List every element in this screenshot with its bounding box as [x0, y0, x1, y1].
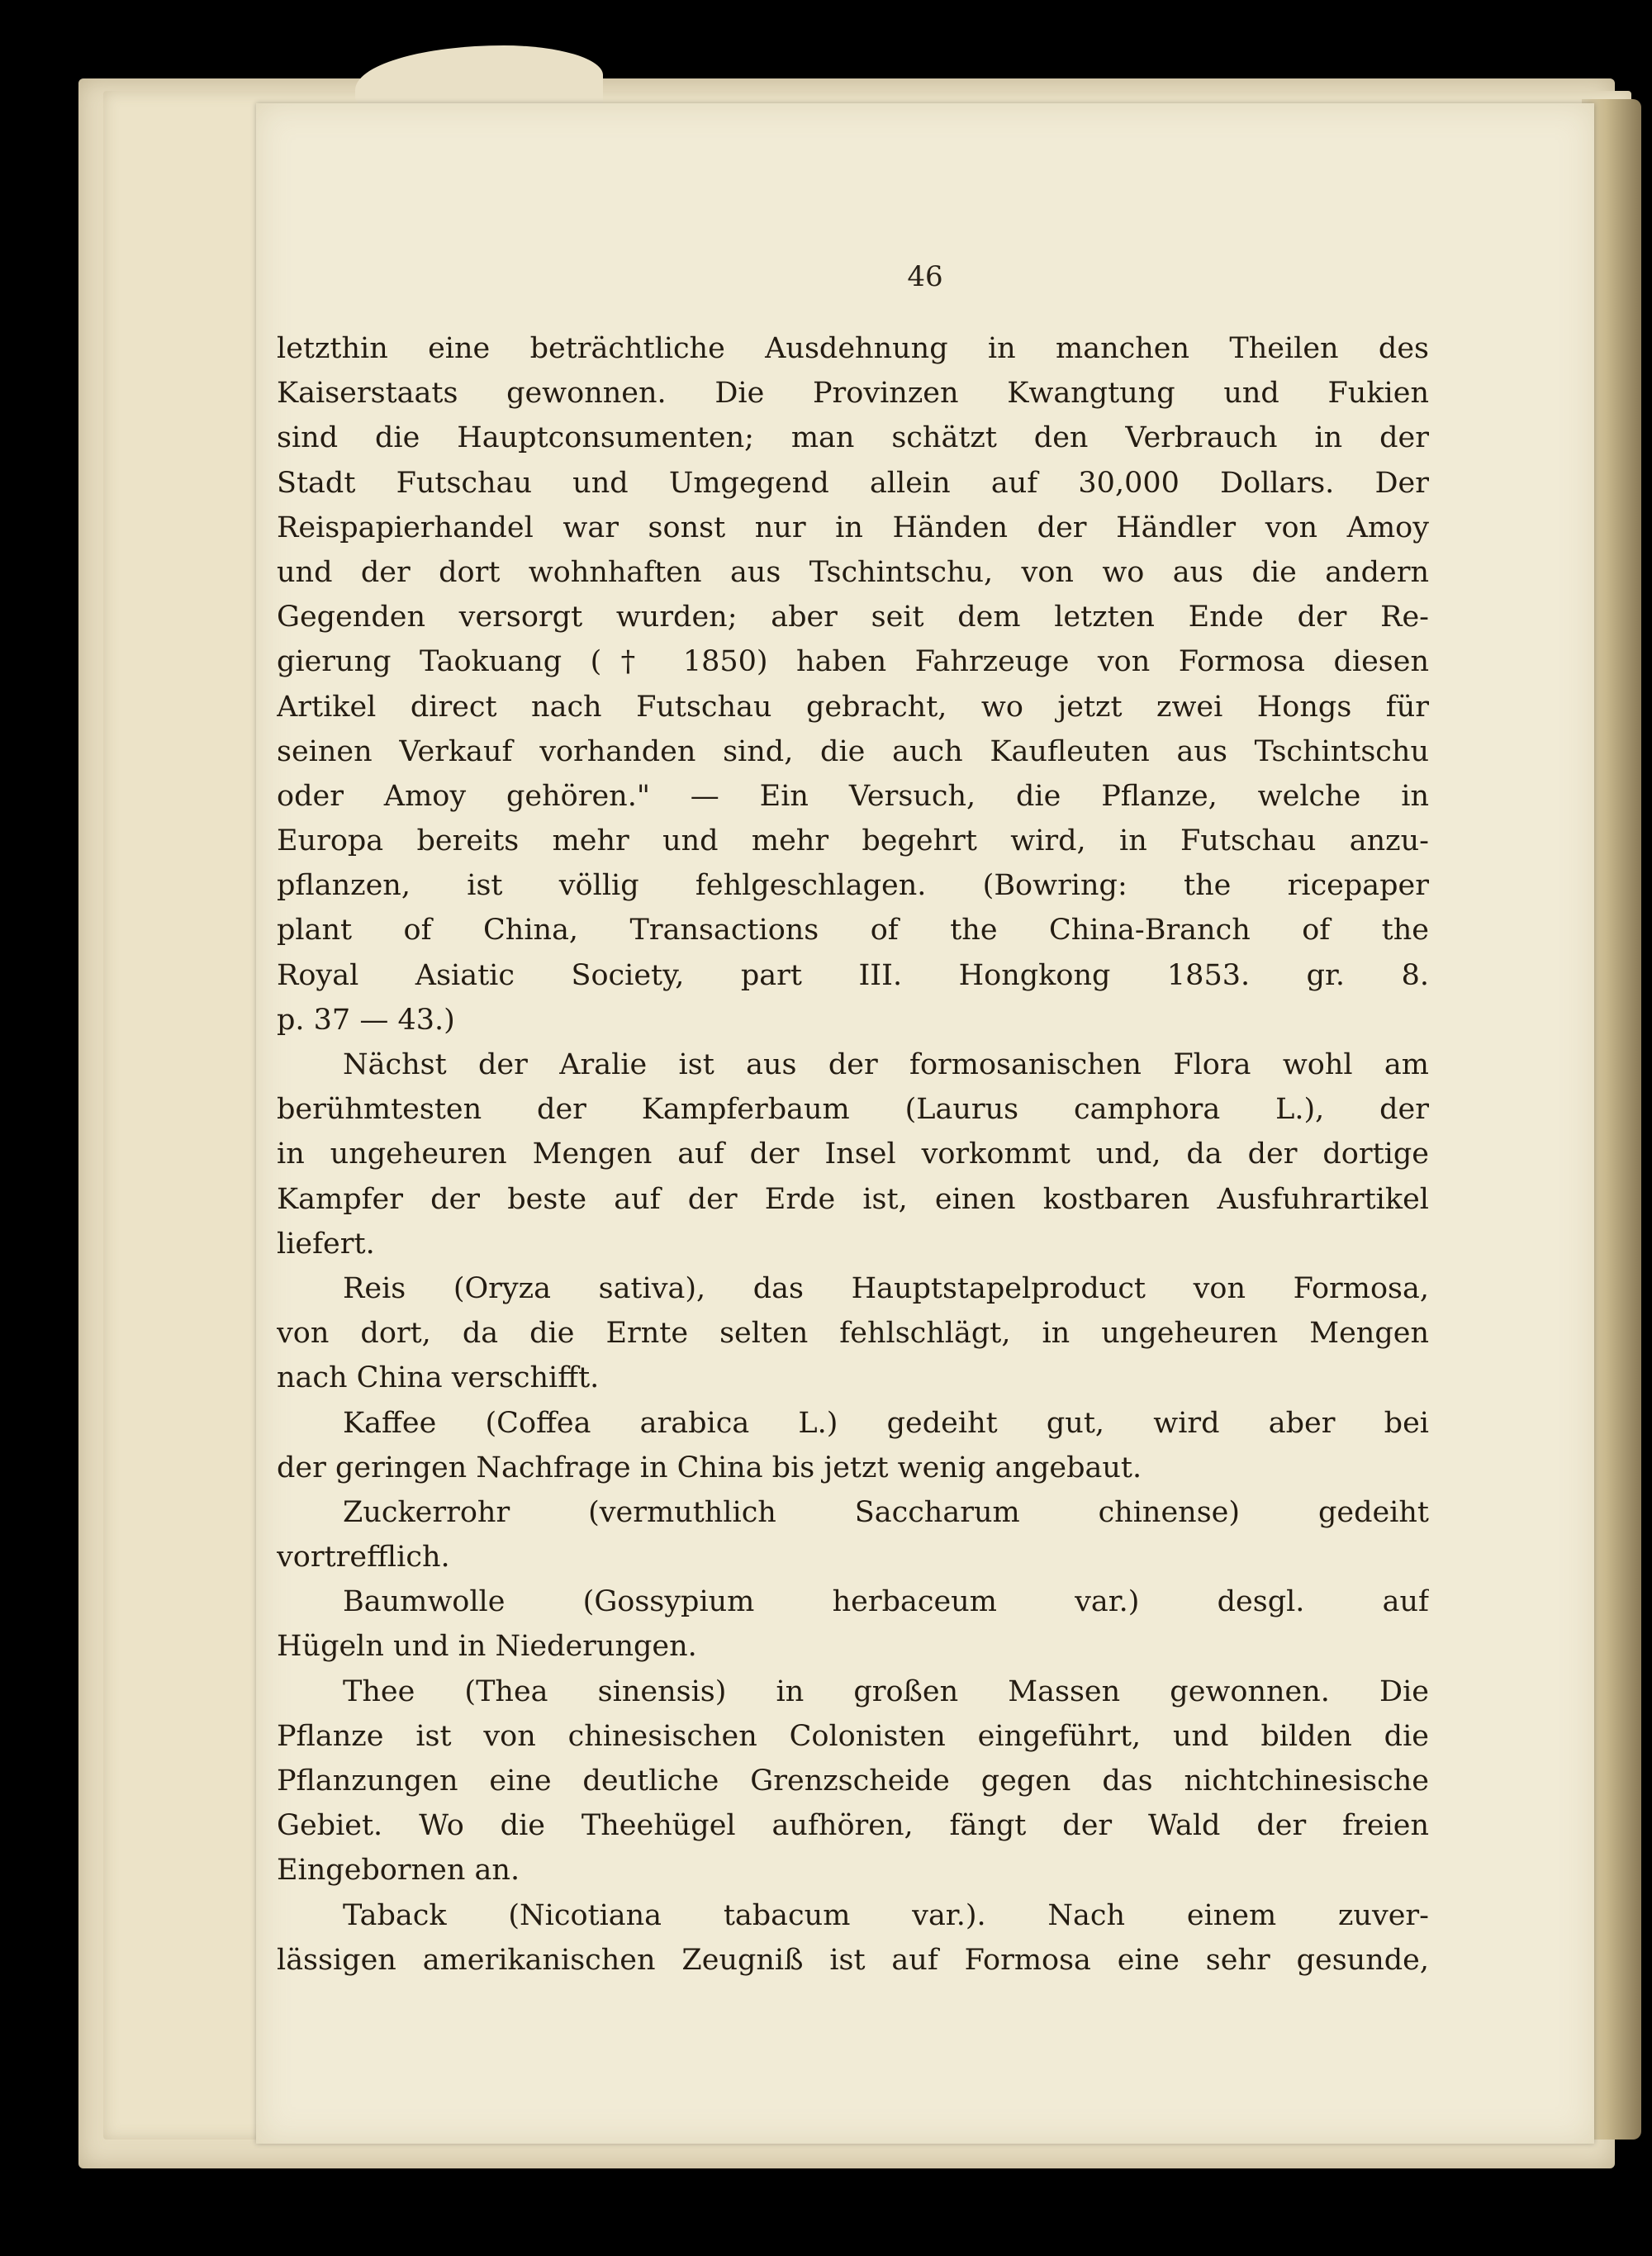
text-line: Gegenden versorgt wurden; aber seit dem letzten Ende der Re- — [277, 601, 1429, 634]
text-line: nach China verschifft. — [277, 1361, 600, 1395]
text-line: letzthin eine beträchtliche Ausdehnung in manchen Theilen des — [277, 332, 1429, 365]
text-line: pflanzen, ist völlig fehlgeschlagen. (Bowring: the ricepaper — [277, 869, 1429, 903]
text-line: Stadt Futschau und Umgegend allein auf 30,000 Dollars. Der — [277, 466, 1429, 500]
text-line: Reis (Oryza sativa), das Hauptstapelproduct von Formosa, — [343, 1271, 1429, 1305]
text-line: und der dort wohnhaften aus Tschintschu, von wo aus die andern — [277, 555, 1429, 589]
text-line: Hügeln und in Niederungen. — [277, 1630, 697, 1664]
text-line: in ungeheuren Mengen auf der Insel vorkommt und, da der dortige — [277, 1137, 1429, 1171]
text-line: von dort, da die Ernte selten fehlschlägt, in ungeheuren Mengen — [277, 1317, 1429, 1351]
text-line: Eingebornen an. — [277, 1854, 520, 1888]
text-line: Kaffee (Coffea arabica L.) gedeiht gut, wird aber bei — [343, 1406, 1429, 1440]
text-line: Zuckerrohr (vermuthlich Saccharum chinense) gedeiht — [343, 1495, 1429, 1529]
text-line: p. 37 — 43.) — [277, 1003, 455, 1037]
text-line: der geringen Nachfrage in China bis jetzt wenig angebaut. — [277, 1451, 1142, 1484]
body-text — [277, 326, 1429, 1983]
text-line: lässigen amerikanischen Zeugniß ist auf Formosa eine sehr gesunde, — [277, 1943, 1429, 1977]
text-line: Pflanze ist von chinesischen Colonisten eingeführt, und bilden die — [277, 1719, 1429, 1753]
text-line: Europa bereits mehr und mehr begehrt wird, in Futschau anzu- — [277, 824, 1429, 858]
text-line: Artikel direct nach Futschau gebracht, wo jetzt zwei Hongs für — [277, 690, 1429, 724]
text-line: Kampfer der beste auf der Erde ist, einen kostbaren Ausfuhrartikel — [277, 1182, 1429, 1216]
text-line: berühmtesten der Kampferbaum (Laurus camphora L.), der — [277, 1093, 1429, 1127]
text-line: Nächst der Aralie ist aus der formosanischen Flora wohl am — [343, 1048, 1429, 1081]
text-line: Taback (Nicotiana tabacum var.). Nach einem zuver- — [343, 1898, 1429, 1932]
text-line: oder Amoy gehören." — Ein Versuch, die Pflanze, welche in — [277, 779, 1429, 813]
text-line: seinen Verkauf vorhanden sind, die auch Kaufleuten aus Tschintschu — [277, 734, 1429, 768]
page-number: 46 — [907, 260, 943, 293]
text-line: liefert. — [277, 1227, 375, 1261]
text-line: vortrefflich. — [277, 1541, 450, 1574]
text-line: gierung Taokuang († 1850) haben Fahrzeuge von Formosa diesen — [277, 645, 1429, 679]
text-line: Thee (Thea sinensis) in großen Massen gewonnen. Die — [343, 1674, 1429, 1708]
text-line: Kaiserstaats gewonnen. Die Provinzen Kwangtung und Fukien — [277, 377, 1429, 411]
text-line: sind die Hauptconsumenten; man schätzt den Verbrauch in der — [277, 421, 1429, 455]
text-line: plant of China, Transactions of the China-Branch of the — [277, 914, 1429, 948]
text-line: Gebiet. Wo die Theehügel aufhören, fängt der Wald der freien — [277, 1809, 1429, 1843]
text-line: Reispapierhandel war sonst nur in Händen der Händler von Amoy — [277, 511, 1429, 544]
text-line: Pflanzungen eine deutliche Grenzscheide gegen das nichtchinesische — [277, 1764, 1429, 1798]
text-line: Royal Asiatic Society, part III. Hongkong 1853. gr. 8. — [277, 958, 1429, 992]
text-line: Baumwolle (Gossypium herbaceum var.) desgl. auf — [343, 1585, 1429, 1619]
